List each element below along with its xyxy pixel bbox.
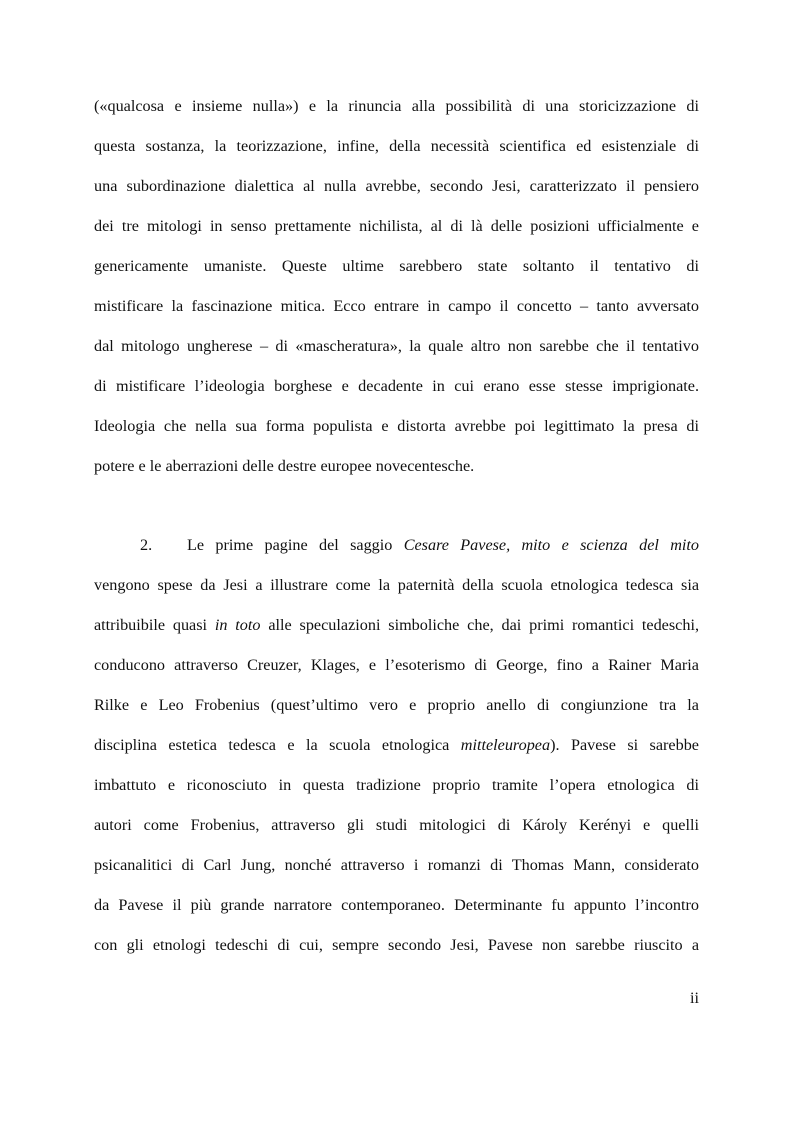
text-line: mistificare la fascinazione mitica. Ecco entrare in campo il concetto – tanto avversato — [94, 297, 699, 315]
text-line: una subordinazione dialettica al nulla avrebbe, secondo Jesi, caratterizzato il pensiero — [94, 177, 699, 195]
text-line: Ideologia che nella sua forma populista e distorta avrebbe poi legittimato la presa di — [94, 417, 699, 435]
text-line: da Pavese il più grande narratore contemporaneo. Determinante fu appunto l’incontro — [94, 896, 699, 914]
text-line — [94, 614, 699, 636]
text-line: genericamente umaniste. Queste ultime sarebbero state soltanto il tentativo di — [94, 257, 699, 275]
essay-title: Cesare Pavese, mito e scienza del mito — [403, 536, 699, 554]
page-number: ii — [690, 989, 699, 1007]
text-line: dei tre mitologi in senso prettamente nichilista, al di là delle posizioni ufficialmente e — [94, 217, 699, 235]
text-line: dal mitologo ungherese – di «mascheratura», la quale altro non sarebbe che il tentativo — [94, 337, 699, 355]
italic-phrase: in toto — [214, 616, 261, 634]
text-line — [94, 734, 699, 756]
text-line: di mistificare l’ideologia borghese e decadente in cui erano esse stesse imprigionate. — [94, 377, 699, 395]
text-line: imbattuto e riconosciuto in questa tradizione proprio tramite l’opera etnologica di — [94, 776, 699, 794]
text-run: alle speculazioni simboliche che, dai primi romantici tedeschi, — [260, 616, 699, 634]
text-line: Rilke e Leo Frobenius (quest’ultimo vero e proprio anello di congiunzione tra la — [94, 696, 699, 714]
text-line: («qualcosa e insieme nulla») e la rinuncia alla possibilità di una storicizzazione di — [94, 97, 699, 115]
text-run: attribuibile quasi — [94, 616, 215, 634]
text-line-first — [140, 534, 699, 556]
section-number: 2. — [140, 536, 153, 554]
text-run: disciplina estetica tedesca e la scuola etnologica — [94, 736, 461, 754]
text-line: questa sostanza, la teorizzazione, infine, della necessità scientifica ed esistenziale di — [94, 137, 699, 155]
text-line: con gli etnologi tedeschi di cui, sempre secondo Jesi, Pavese non sarebbe riuscito a — [94, 936, 699, 954]
text-line: vengono spese da Jesi a illustrare come la paternità della scuola etnologica tedesca sia — [94, 576, 699, 594]
text-run: Le prime pagine del saggio — [187, 536, 404, 554]
text-line: conducono attraverso Creuzer, Klages, e l’esoterismo di George, fino a Rainer Maria — [94, 656, 699, 674]
text-line: autori come Frobenius, attraverso gli studi mitologici di Károly Kerényi e quelli — [94, 816, 699, 834]
text-line: potere e le aberrazioni delle destre europee novecentesche. — [94, 457, 475, 475]
italic-phrase: mitteleuropea — [460, 736, 551, 754]
text-run: ). Pavese si sarebbe — [550, 736, 699, 754]
text-line: psicanalitici di Carl Jung, nonché attraverso i romanzi di Thomas Mann, considerato — [94, 856, 699, 874]
